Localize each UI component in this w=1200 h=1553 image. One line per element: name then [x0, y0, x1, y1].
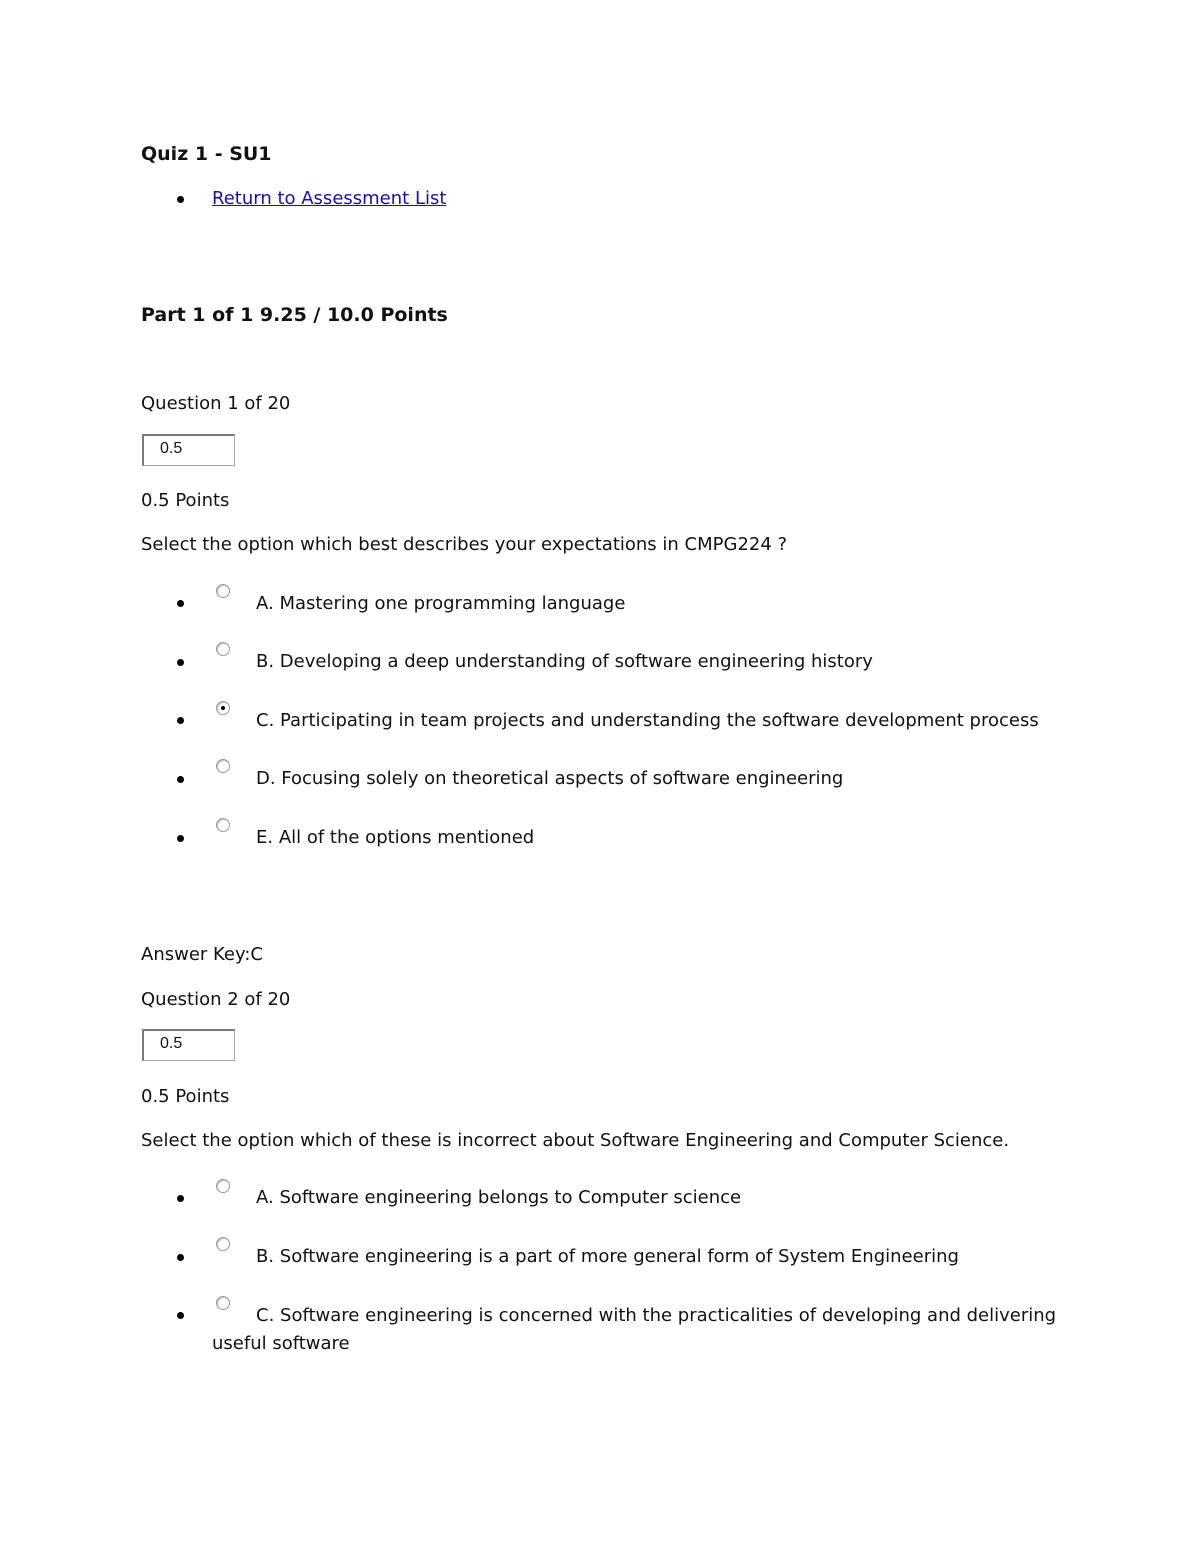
question-2-number: Question 2 of 20: [141, 989, 291, 1010]
q2-option-c-radio[interactable]: [216, 1296, 230, 1310]
bullet-icon: [177, 776, 184, 783]
bullet-icon: [177, 835, 184, 842]
bullet-icon: [177, 196, 184, 203]
question-1-score-input[interactable]: 0.5: [142, 434, 235, 466]
q2-option-a-radio[interactable]: [216, 1179, 230, 1193]
quiz-title: Quiz 1 - SU1: [141, 143, 272, 165]
q2-option-a-label: A. Software engineering belongs to Computer science: [256, 1187, 742, 1208]
q1-option-b-label: B. Developing a deep understanding of software engineering history: [256, 651, 873, 672]
bullet-icon: [177, 1195, 184, 1202]
q2-option-b-radio[interactable]: [216, 1237, 230, 1251]
part-heading: Part 1 of 1 9.25 / 10.0 Points: [141, 304, 448, 326]
return-to-assessment-list-link[interactable]: Return to Assessment List: [212, 188, 447, 209]
bullet-icon: [177, 1254, 184, 1261]
q1-option-c-radio[interactable]: [216, 701, 230, 715]
question-1-points: 0.5 Points: [141, 490, 230, 511]
q1-option-a-radio[interactable]: [216, 584, 230, 598]
q2-option-c-label: C. Software engineering is concerned with the practicalities of developing and delivering: [256, 1305, 1057, 1326]
q1-option-a-label: A. Mastering one programming language: [256, 593, 626, 614]
bullet-icon: [177, 717, 184, 724]
q2-option-b-label: B. Software engineering is a part of more general form of System Engineering: [256, 1246, 959, 1267]
question-2-score-input[interactable]: 0.5: [142, 1029, 235, 1061]
q1-option-c-label: C. Participating in team projects and understanding the software development process: [256, 710, 1039, 731]
question-1-number: Question 1 of 20: [141, 393, 291, 414]
question-1-prompt: Select the option which best describes your expectations in CMPG224 ?: [141, 534, 788, 555]
question-2-points: 0.5 Points: [141, 1086, 230, 1107]
q1-option-e-radio[interactable]: [216, 818, 230, 832]
bullet-icon: [177, 600, 184, 607]
q1-option-d-radio[interactable]: [216, 759, 230, 773]
question-2-prompt: Select the option which of these is incorrect about Software Engineering and Computer Science.: [141, 1130, 1010, 1151]
q1-option-d-label: D. Focusing solely on theoretical aspects of software engineering: [256, 768, 844, 789]
bullet-icon: [177, 659, 184, 666]
q2-option-c-label-continued: useful software: [212, 1333, 350, 1354]
bullet-icon: [177, 1312, 184, 1319]
q1-option-b-radio[interactable]: [216, 642, 230, 656]
question-1-answer-key: Answer Key:C: [141, 944, 263, 965]
q1-option-e-label: E. All of the options mentioned: [256, 827, 535, 848]
